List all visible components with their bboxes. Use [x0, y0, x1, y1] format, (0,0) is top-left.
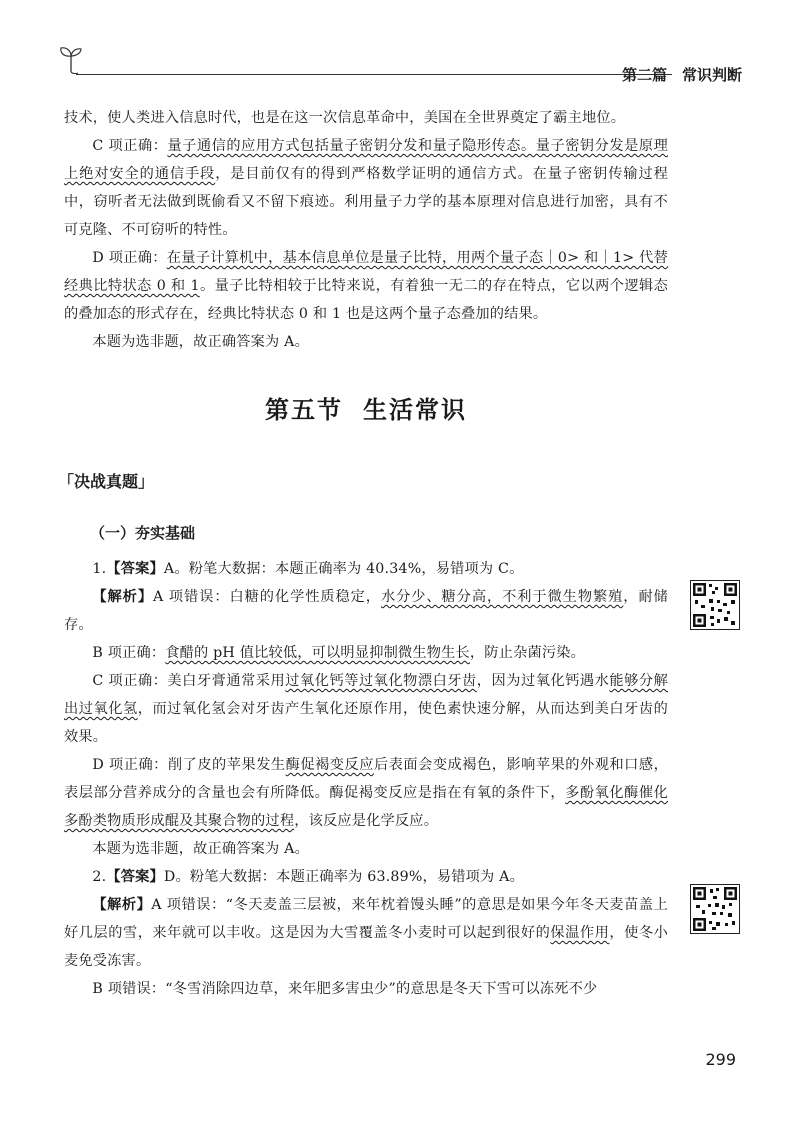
- chapter-title: 第二篇 常识判断: [621, 66, 742, 84]
- page-body: [58, 104, 668, 1003]
- question-1-conclusion: 本题为选非题，故正确答案为 A。: [92, 841, 309, 857]
- question-2-analysis-b: B 项错误：“冬雪消除四边草，来年肥多害虫少”的意思是冬天下雪可以冻死不少: [92, 981, 598, 997]
- question-1-analysis-c: C 项正确：美白牙膏通常采用过氧化钙等过氧化物漂白牙齿，因为过氧化钙遇水能够分解出过氧化氢，而过氧化氢会对牙齿产生氧化还原作用，使色素快速分解，从而达到美白牙齿的效果。: [64, 673, 668, 745]
- question-2-answer: 2.【答案】D。粉笔大数据：本题正确率为 63.89%，易错项为 A。: [92, 869, 524, 885]
- question-1-analysis-a: 【解析】A 项错误：白糖的化学性质稳定，水分少、糖分高，不利于微生物繁殖，耐储存。: [64, 589, 668, 633]
- paragraph-option-d: D 项正确：在量子计算机中，基本信息单位是量子比特，用两个量子态｜0> 和｜1> 代替经典比特状态 0 和 1。量子比特相较于比特来说，有着独一无二的存在特点，它以两个逻辑态的叠加态的形式存在，经典比特状态 0 和 1 也是这两个量子态叠加的结果。: [64, 250, 668, 322]
- qr-code-icon[interactable]: [690, 580, 740, 630]
- header-rule: [76, 74, 672, 75]
- qr-code-icon[interactable]: [690, 884, 740, 934]
- question-2-analysis-a: 【解析】A 项错误：“冬天麦盖三层被，来年枕着馒头睡”的意思是如果今年冬天麦苗盖上好几层的雪，来年就可以丰收。这是因为大雪覆盖冬小麦时可以起到很好的保温作用，使冬小麦免受冻害。: [64, 897, 668, 969]
- sub-title: （一）夯实基础: [90, 524, 196, 542]
- question-1-analysis-b: B 项正确：食醋的 pH 值比较低，可以明显抑制微生物生长，防止杂菌污染。: [92, 645, 586, 661]
- block-title: 「决战真题」: [58, 472, 155, 491]
- page-header: [58, 44, 742, 84]
- question-1-analysis-d: D 项正确：削了皮的苹果发生酶促褐变反应后表面会变成褐色，影响苹果的外观和口感，表层部分营养成分的含量也会有所降低。酶促褐变反应是指在有氧的条件下，多酚氧化酶催化多酚类物质形成醌及其聚合物的过程，该反应是化学反应。: [64, 757, 668, 829]
- question-1-answer: 1.【答案】A。粉笔大数据：本题正确率为 40.34%，易错项为 C。: [92, 561, 524, 577]
- sprout-icon: [58, 44, 84, 78]
- paragraph-conclusion: 本题为选非题，故正确答案为 A。: [92, 334, 309, 350]
- page-number: 299: [705, 1050, 736, 1069]
- paragraph: 技术，使人类进入信息时代，也是在这一次信息革命中，美国在全世界奠定了霸主地位。: [64, 110, 626, 126]
- paragraph-option-c: C 项正确：量子通信的应用方式包括量子密钥分发和量子隐形传态。量子密钥分发是原理上绝对安全的通信手段，是目前仅有的得到严格数学证明的通信方式。在量子密钥传输过程中，窃听者无法做到既偷看又不留下痕迹。利用量子力学的基本原理对信息进行加密，具有不可克隆、不可窃听的特性。: [64, 138, 668, 238]
- section-title: 第五节 生活常识: [265, 396, 467, 424]
